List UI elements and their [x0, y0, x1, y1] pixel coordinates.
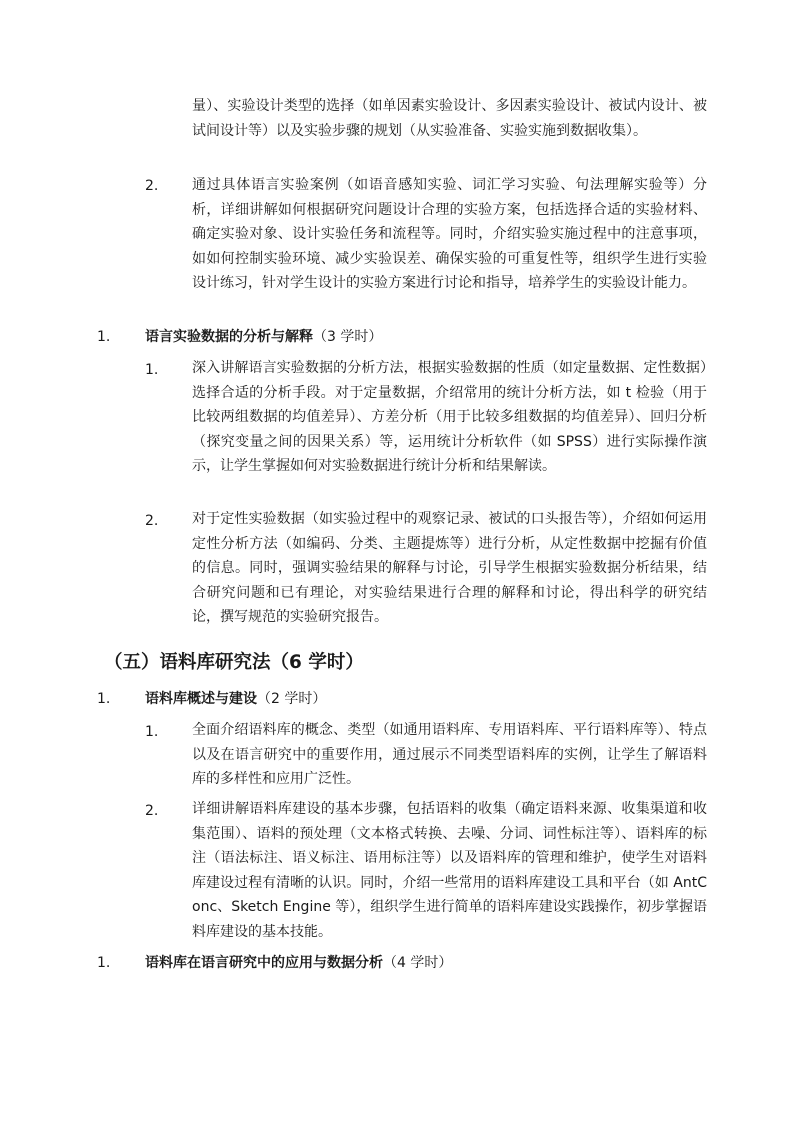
list-number: 2.	[145, 178, 159, 194]
list-item-text: 对于定性实验数据（如实验过程中的观察记录、被试的口头报告等），介绍如何运用定性分析方法（如编码、分类、主题提炼等）进行分析，从定性数据中挖掘有价值的信息。同时，强调实验结果的解释与讨论，引导学生根据实验数据分析结果，结合研究问题和已有理论，对实验结果进行合理的解释和讨论，得出科学的研究结论，撰写规范的实验研究报告。	[192, 511, 707, 626]
section-title: （五）语料库研究法（6 学时）	[104, 652, 364, 673]
heading-number: 1.	[97, 329, 111, 345]
list-number: 1.	[145, 724, 159, 740]
heading-hours: （3 学时）	[313, 329, 383, 345]
subsection-heading	[145, 327, 382, 347]
heading-number: 1.	[97, 955, 111, 971]
paragraph-continuation: 量）、实验设计类型的选择（如单因素实验设计、多因素实验设计、被试内设计、被试间设计等）以及实验步骤的规划（从实验准备、实验实施到数据收集）。	[192, 98, 707, 139]
list-item-text: 详细讲解语料库建设的基本步骤，包括语料的收集（确定语料来源、收集渠道和收集范围）、语料的预处理（文本格式转换、去噪、分词、词性标注等）、语料库的标注（语法标注、语义标注、语用标注等）以及语料库的管理和维护，使学生对语料库建设过程有清晰的认识。同时，介绍一些常用的语料库建设工具和平台（如 AntConc、Sketch Engine 等），组织学生进行简单的语料库建设实践操作，初步掌握语料库建设的基本技能。	[192, 801, 707, 940]
list-item-text: 全面介绍语料库的概念、类型（如通用语料库、专用语料库、平行语料库等）、特点以及在语言研究中的重要作用，通过展示不同类型语料库的实例，让学生了解语料库的多样性和应用广泛性。	[192, 722, 707, 788]
heading-title: 语料库在语言研究中的应用与数据分析	[145, 955, 383, 971]
list-item-text: 深入讲解语言实验数据的分析方法，根据实验数据的性质（如定量数据、定性数据）选择合适的分析手段。对于定量数据，介绍常用的统计分析方法，如 t 检验（用于比较两组数据的均值差异）、方差分析（用于比较多组数据的均值差异）、回归分析（探究变量之间的因果关系）等，运用统计分析软件（如 SPSS）进行实际操作演示，让学生掌握如何对实验数据进行统计分析和结果解读。	[192, 360, 707, 475]
subsection-heading	[145, 689, 326, 709]
heading-title: 语料库概述与建设	[145, 691, 257, 707]
list-number: 2.	[145, 513, 159, 529]
subsection-heading	[145, 953, 452, 973]
list-item-text: 通过具体语言实验案例（如语音感知实验、词汇学习实验、句法理解实验等）分析，详细讲解如何根据研究问题设计合理的实验方案，包括选择合适的实验材料、确定实验对象、设计实验任务和流程等。同时，介绍实验实施过程中的注意事项，如如何控制实验环境、减少实验误差、确保实验的可重复性等，组织学生进行实验设计练习，针对学生设计的实验方案进行讨论和指导，培养学生的实验设计能力。	[192, 177, 707, 292]
list-number: 2.	[145, 803, 159, 819]
heading-title: 语言实验数据的分析与解释	[145, 329, 313, 345]
heading-number: 1.	[97, 691, 111, 707]
heading-hours: （4 学时）	[383, 955, 453, 971]
list-number: 1.	[145, 362, 159, 378]
heading-hours: （2 学时）	[257, 691, 327, 707]
